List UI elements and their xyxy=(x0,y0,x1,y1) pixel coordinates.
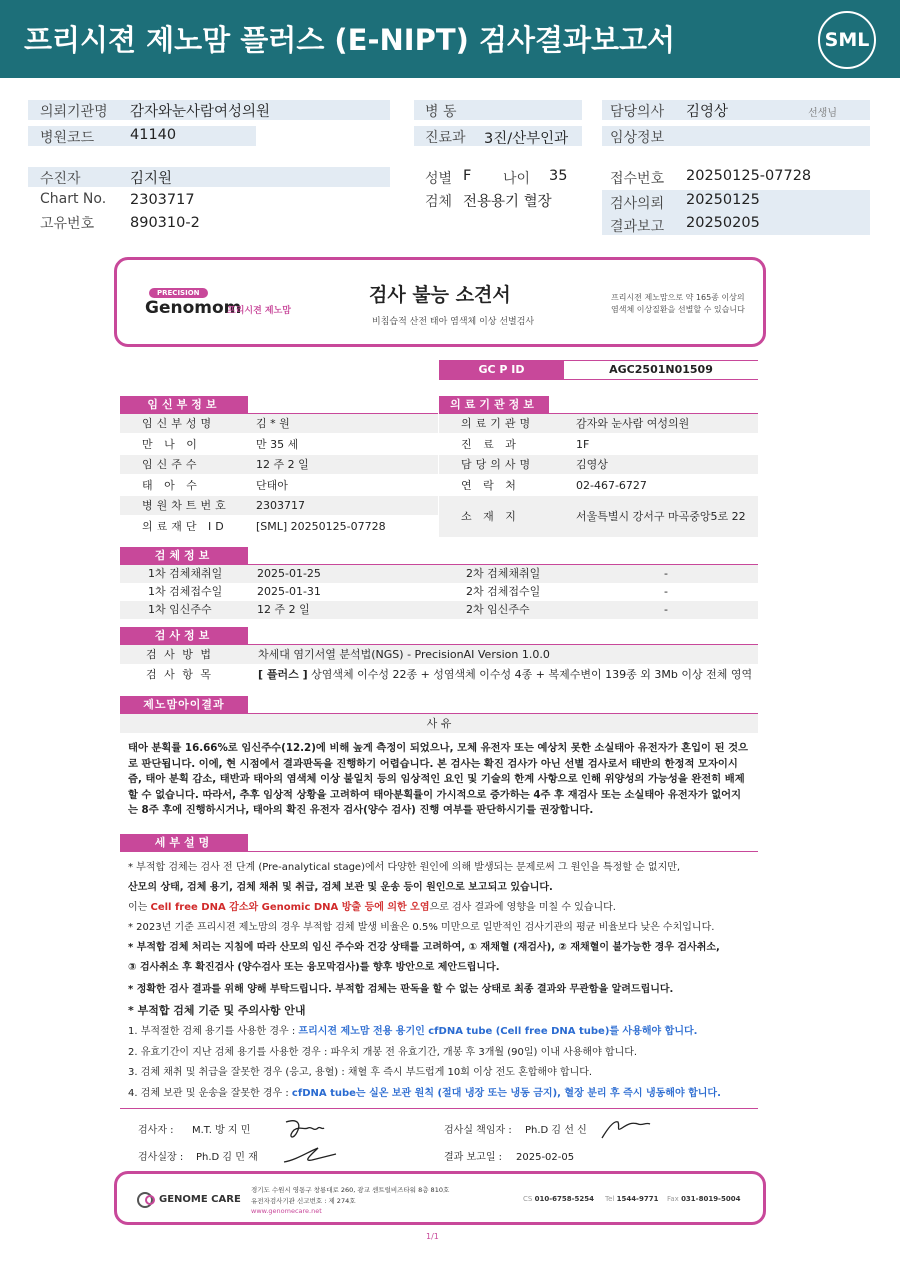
detail-p3b: Cell free DNA 감소와 Genomic DNA 방출 등에 의한 오염 xyxy=(150,902,430,913)
pregnant-section-title: 임신부정보 xyxy=(120,396,248,413)
specimen-value2: - xyxy=(664,603,668,616)
specimen-row xyxy=(120,565,758,583)
specimen-row xyxy=(120,601,758,619)
pregnant-value: 김 * 원 xyxy=(256,417,290,430)
institution-key: 소 재 지 xyxy=(461,510,520,523)
pregnant-key: 만 나 이 xyxy=(142,437,201,451)
tester-value: M.T. 방 지 민 xyxy=(192,1125,251,1136)
pregnant-row xyxy=(120,455,438,474)
card-subtitle: 비침습적 산전 태아 염색체 이상 선별검사 xyxy=(372,317,535,327)
pregnant-key: 임신주수 xyxy=(142,458,201,471)
detail-p4: * 2023년 기준 프리시젼 제노맘의 경우 부적합 검체 발생 비율은 0.5% 미만으로 일반적인 검사기관의 평균 비율보다 낮은 수치입니다. xyxy=(128,922,715,933)
card-right-2: 염색체 이상질환을 선별할 수 있습니다 xyxy=(611,305,745,314)
pregnant-value: 12 주 2 일 xyxy=(256,458,309,471)
card-right-1: 프리시젼 제노맘으로 약 165종 이상의 xyxy=(611,293,745,302)
method-label: 검 사 방 법 xyxy=(146,648,213,661)
brand-name: Genomom xyxy=(145,298,242,318)
brand-suffix: 프리시젼 제노맘 xyxy=(227,306,291,316)
report-header-bar xyxy=(0,0,900,78)
lab-head-value: Ph.D 김 민 재 xyxy=(196,1152,258,1163)
specimen-value: 전용용기 혈장 xyxy=(463,194,552,210)
responsible-value: Ph.D 김 선 신 xyxy=(525,1125,587,1136)
result-line-text: 태아 분획률 16.66%로 임신주수(12.2)에 비해 높게 측정이 되었으나, 모체 유전자 또는 예상치 못한 소실태아 유전자가 혼입이 된 것으 xyxy=(128,742,749,754)
detail-line xyxy=(120,851,758,852)
genome-care-logo-icon xyxy=(137,1191,157,1209)
institution-value: 감자와눈사람여성의원 xyxy=(130,104,271,120)
report-label: 결과보고 xyxy=(610,219,665,235)
sml-logo-text: SML xyxy=(824,29,870,51)
pregnant-row xyxy=(120,414,438,433)
specimen-key2: 2차 임신주수 xyxy=(466,603,530,616)
report-date-label: 결과 보고일 : xyxy=(444,1152,503,1163)
detail-p7: * 정확한 검사 결과를 위해 양해 부탁드립니다. 부적합 검체는 판독을 할 수 없는 상태로 최종 결과와 무관함을 알려드립니다. xyxy=(128,984,674,995)
card-header xyxy=(114,257,766,347)
institution-key: 진 료 과 xyxy=(461,437,520,451)
institution-row xyxy=(439,414,758,433)
specimen-value1: 2025-01-25 xyxy=(257,567,321,580)
method-value: 차세대 염기서열 분석법(NGS) - PrecisionAI Version 1.0.0 xyxy=(258,648,550,661)
tester-label: 검사자 : xyxy=(138,1125,174,1136)
specimen-row xyxy=(120,583,758,601)
institution-row xyxy=(439,496,758,537)
report-date-value: 2025-02-05 xyxy=(516,1152,575,1163)
sex-value: F xyxy=(463,168,472,184)
detail-n4a: 4. 검체 보관 및 운송을 잘못한 경우 : xyxy=(128,1088,292,1099)
pregnant-value: 단태아 xyxy=(256,478,288,492)
pregnant-key: 태 아 수 xyxy=(142,478,201,492)
items-text: 상염색체 이수성 22종 + 성염색체 이수성 4종 + 복제수변이 139종 외 3Mb 이상 전체 영역 xyxy=(307,668,753,681)
specimen-key1: 1차 검체채취일 xyxy=(148,567,223,580)
detail-n4b: cfDNA tube는 실온 보관 원칙 (절대 냉장 또는 냉동 금지), 혈장 분리 후 즉시 냉동해야 합니다. xyxy=(291,1088,721,1099)
request-value: 20250125 xyxy=(686,192,760,208)
hospital-code-value: 41140 xyxy=(130,127,177,143)
pregnant-value: 만 35 세 xyxy=(256,437,299,451)
lab-head-label: 검사실장 : xyxy=(138,1152,184,1163)
tester-signature-icon xyxy=(282,1116,326,1142)
dept-label: 진료과 xyxy=(425,130,466,146)
signature-line xyxy=(120,1108,758,1109)
footer-fax-label: Fax xyxy=(667,1195,679,1203)
gcpid-label: GC P ID xyxy=(439,360,564,380)
specimen-key1: 1차 임신주수 xyxy=(148,603,212,616)
specimen-label: 검체 xyxy=(425,194,453,210)
receipt-label: 접수번호 xyxy=(610,171,665,187)
patient-value: 김지원 xyxy=(130,171,173,187)
responsible-signature-icon xyxy=(598,1114,652,1144)
items-value xyxy=(258,665,752,684)
result-line-text: 할 수 없습니다. 따라서, 추후 임상적 상황을 고려하여 태아분획률이 가시적으로 증가하는 4주 후 재검사 또는 소실태아 유전자가 없어지 xyxy=(128,788,742,801)
institution-value: 김영상 xyxy=(576,458,608,471)
specimen-section-title: 검체정보 xyxy=(120,547,248,564)
result-line-text: 로 판단됩니다. 이에, 현 시점에서 결과판독을 진행하기 어렵습니다. 본 검사는 확진 검사가 아닌 선별 검사로서 태반의 한정적 모자이시 xyxy=(128,757,738,770)
specimen-value2: - xyxy=(664,567,668,580)
footer-tel-value: 1544-9771 xyxy=(616,1195,659,1203)
age-value: 35 xyxy=(549,168,568,184)
pregnant-row xyxy=(120,496,438,515)
pregnant-key: 병원차트번호 xyxy=(142,499,230,512)
age-label: 나이 xyxy=(503,171,531,187)
pregnant-value: 2303717 xyxy=(256,499,305,512)
institution-value: 02-467-6727 xyxy=(576,478,647,492)
detail-n2: 2. 유효기간이 지난 검체 용기를 사용한 경우 : 파우치 개봉 전 유효기간, 개봉 후 3개월 (90일) 이내 사용해야 합니다. xyxy=(128,1047,638,1058)
detail-p1: * 부적합 검체는 검사 전 단계 (Pre-analytical stage)에서 다양한 원인에 의해 발생되는 문제로써 그 원인을 특정할 순 없지만, xyxy=(128,862,681,873)
footer-tel xyxy=(605,1195,658,1203)
clinical-label: 임상정보 xyxy=(610,130,665,146)
footer-addr2: 유전자검사기관 신고번호 : 제 274호 xyxy=(251,1197,356,1205)
shade-patient xyxy=(28,167,390,187)
pregnant-key: 임신부성명 xyxy=(142,417,216,430)
detail-section-title: 세부설명 xyxy=(120,834,248,851)
institution-section-title: 의료기관정보 xyxy=(439,396,549,413)
pregnant-key: 의료재단 ID xyxy=(142,519,228,533)
institution-key: 연 락 처 xyxy=(461,478,520,492)
request-label: 검사의뢰 xyxy=(610,196,665,212)
institution-row xyxy=(439,476,758,495)
uid-label: 고유번호 xyxy=(40,216,95,232)
reason-label: 사 유 xyxy=(426,717,452,730)
institution-value: 감자와 눈사람 여성의원 xyxy=(576,417,690,430)
test-section-title: 검사정보 xyxy=(120,627,248,644)
specimen-key1: 1차 검체접수일 xyxy=(148,585,223,598)
detail-p2: 산모의 상태, 검체 용기, 검체 채취 및 취급, 검체 보관 및 운송 등이 원인으로 보고되고 있습니다. xyxy=(128,882,553,893)
institution-value: 서울특별시 강서구 마곡중앙5로 22 xyxy=(576,510,746,523)
institution-row xyxy=(439,455,758,474)
specimen-value1: 12 주 2 일 xyxy=(257,603,310,616)
items-bold: [ 플러스 ] xyxy=(258,668,308,681)
detail-n4 xyxy=(128,1087,721,1101)
ward-label: 병 동 xyxy=(425,104,457,120)
footer-brand: GENOME CARE xyxy=(159,1194,241,1205)
pregnant-row xyxy=(120,517,438,536)
uid-value: 890310-2 xyxy=(130,215,200,231)
result-line-text: 는 8주 후에 진행하시거나, 태아의 확진 유전자 검사(양수 검사) 진행 여부를 판단하시기를 권장합니다. xyxy=(128,804,594,816)
patient-label: 수진자 xyxy=(40,171,81,187)
receipt-value: 20250125-07728 xyxy=(686,168,812,184)
sml-logo-icon xyxy=(818,11,876,69)
detail-n1a: 1. 부적절한 검체 용기를 사용한 경우 : xyxy=(128,1026,299,1037)
chart-label: Chart No. xyxy=(40,191,107,207)
specimen-key2: 2차 검체채취일 xyxy=(466,567,541,580)
footer-addr1: 경기도 수원시 영통구 창룡대로 260, 광교 센트럴비즈타워 8층 810호 xyxy=(251,1186,450,1194)
detail-n1b: 프리시젼 제노맘 전용 용기인 cfDNA tube (Cell free DNA tube)를 사용해야 합니다. xyxy=(298,1026,698,1037)
pregnant-value: [SML] 20250125-07728 xyxy=(256,519,386,533)
report-title: 프리시젼 제노맘 플러스 (E-NIPT) 검사결과보고서 xyxy=(24,23,676,57)
institution-key: 의료기관명 xyxy=(461,417,535,430)
institution-value: 1F xyxy=(576,437,590,451)
detail-p3c: 으로 검사 결과에 영향을 미칠 수 있습니다. xyxy=(429,902,616,913)
chart-value: 2303717 xyxy=(130,192,195,208)
reason-row xyxy=(120,714,758,733)
items-row xyxy=(120,665,758,684)
result-section-title: 제노맘아이결과 xyxy=(120,696,248,713)
specimen-value2: - xyxy=(664,585,668,598)
detail-n3: 3. 검체 채취 및 취급을 잘못한 경우 (응고, 용혈) : 채혈 후 즉시 부드럽게 10회 이상 전도 혼합해야 합니다. xyxy=(128,1067,593,1078)
report-value: 20250205 xyxy=(686,215,760,231)
footer-cs-value: 010-6758-5254 xyxy=(534,1195,594,1203)
detail-n1 xyxy=(128,1025,697,1039)
method-row xyxy=(120,645,758,664)
footer-card xyxy=(114,1171,766,1225)
doctor-suffix: 선생님 xyxy=(808,108,837,119)
card-title: 검사 불능 소견서 xyxy=(369,284,511,306)
footer-tel-label: Tel xyxy=(605,1195,615,1203)
sex-label: 성별 xyxy=(425,171,453,187)
institution-key: 담당의사명 xyxy=(461,458,535,471)
page-number: 1/1 xyxy=(426,1232,439,1241)
pregnant-row xyxy=(120,435,438,454)
items-label: 검 사 항 목 xyxy=(146,668,213,681)
footer-cs xyxy=(523,1195,594,1203)
institution-label: 의뢰기관명 xyxy=(40,104,108,120)
pregnant-row xyxy=(120,476,438,495)
doctor-label: 담당의사 xyxy=(610,104,665,120)
specimen-value1: 2025-01-31 xyxy=(257,585,321,598)
lab-head-signature-icon xyxy=(282,1142,338,1168)
detail-p3 xyxy=(128,901,616,915)
detail-p3a: 이는 xyxy=(128,902,151,913)
footer-web: www.genomecare.net xyxy=(251,1207,322,1215)
institution-row xyxy=(439,435,758,454)
hospital-code-label: 병원코드 xyxy=(40,130,95,146)
result-line-text: 즘, 태아 분획 감소, 태반과 태아의 염색체 이상 불일치 등의 임상적인 요인 및 기술의 한계 사항으로 인해 위양성의 가능성을 완전히 배제 xyxy=(128,773,745,785)
dept-value: 3진/산부인과 xyxy=(484,131,569,147)
detail-p5: * 부적합 검체 처리는 지침에 따라 산모의 임신 주수와 건강 상태를 고려하여, ① 재채혈 (재검사), ② 재채혈이 불가능한 경우 검사취소, xyxy=(128,942,720,953)
responsible-label: 검사실 책임자 : xyxy=(444,1125,512,1136)
footer-cs-label: CS xyxy=(523,1195,533,1203)
brand-small: PRECISION xyxy=(149,288,208,298)
gcpid-value: AGC2501N01509 xyxy=(564,360,758,380)
footer-fax-value: 031-8019-5004 xyxy=(681,1195,741,1203)
doctor-value: 김영상 xyxy=(686,104,729,120)
specimen-key2: 2차 검체접수일 xyxy=(466,585,541,598)
footer-fax xyxy=(667,1195,740,1203)
detail-p6: ③ 검사취소 후 확진검사 (양수검사 또는 융모막검사)를 향후 방안으로 제안드립니다. xyxy=(128,962,500,973)
detail-h2: * 부적합 검체 기준 및 주의사항 안내 xyxy=(128,1004,306,1017)
